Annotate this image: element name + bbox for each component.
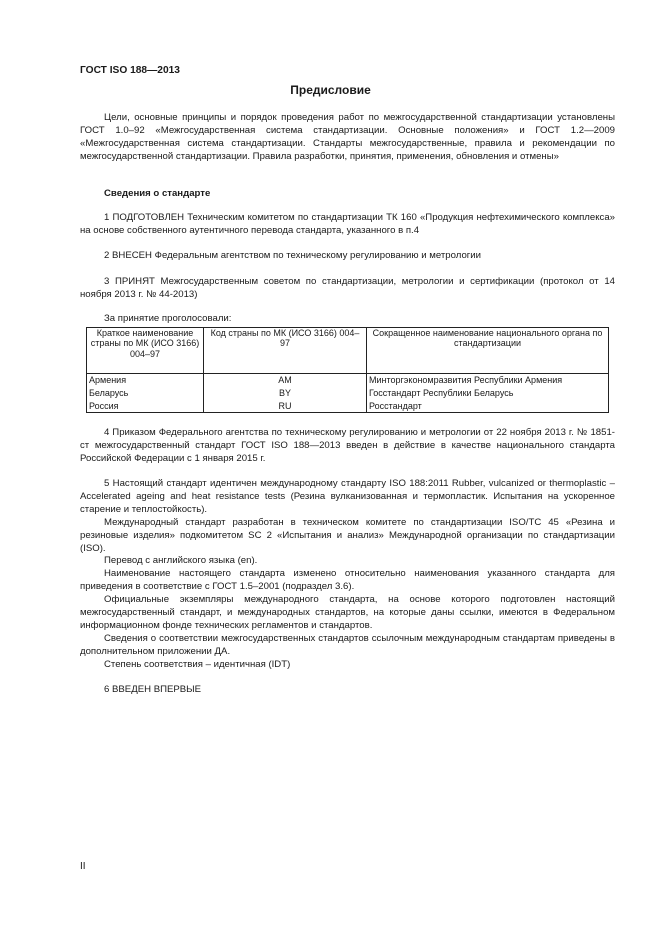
voting-table-header-row — [87, 328, 609, 374]
intro-text: Цели, основные принципы и порядок проведения работ по межгосударственной стандартизации установлены ГОСТ 1.0–92 «Межгосударственная система стандартизации. Основные положения» и ГОСТ 1.2—2009 «Межгосударственная система стандартизации. Стандарты межгосударственные, правила и рекомендации по межгосударственной стандартизации. Правила разработки, принятия, применения, обновления и отмены» — [80, 112, 615, 162]
document-code-header: ГОСТ ISO 188—2013 — [80, 65, 180, 76]
page-title: Предисловие — [290, 83, 371, 97]
cell-code: BY — [204, 387, 367, 400]
item-3 — [80, 276, 615, 302]
voting-table — [86, 327, 609, 413]
item-1 — [80, 212, 615, 238]
col-header-code: Код страны по МК (ИСО 3166) 004–97 — [204, 328, 367, 374]
item-5-paragraph: 5 Настоящий стандарт идентичен международному стандарту ISO 188:2011 Rubber, vulcanized or thermoplastic – Accelerated ageing and heat resistance tests (Резина вулканизованная и термопластик. Испытания на ускоренное старение и теплостойкость). — [80, 478, 615, 515]
cell-country: Россия — [87, 400, 204, 413]
item-5-paragraph: Перевод с английского языка (en). — [104, 555, 258, 567]
item-2-text: 2 ВНЕСЕН Федеральным агентством по техническому регулированию и метрологии — [104, 250, 482, 261]
item-6: 6 ВВЕДЕН ВПЕРВЫЕ — [104, 684, 202, 695]
item-4 — [80, 427, 615, 466]
item-5-paragraph: Международный стандарт разработан в техническом комитете по стандартизации ISO/TC 45 «Резина и резиновые изделия» подкомитетом SC 2 «Испытания и анализ» Международной организации по стандартизации (ISO). — [80, 516, 615, 554]
item-5-paragraph: Официальные экземпляры международного стандарта, на основе которого подготовлен настоящий межгосударственный стандарт, и международных стандартов, на которые даны ссылки, имеются в Федеральном информационном фонде технических регламентов и стандартов. — [80, 594, 615, 631]
item-5-paragraph: Степень соответствия – идентичная (IDT) — [104, 658, 291, 670]
page-number: II — [80, 861, 86, 872]
item-5-paragraph: Наименование настоящего стандарта изменено относительно наименования указанного стандарта для приведения в соответствие с ГОСТ 1.5–2001 (подраздел 3.6). — [80, 568, 615, 593]
item-2 — [80, 250, 615, 263]
item-3-text: 3 ПРИНЯТ Межгосударственным советом по стандартизации, метрологии и сертификации (протокол от 14 ноября 2013 г. № 44-2013) — [80, 276, 615, 300]
intro-paragraph — [80, 112, 615, 164]
item-5-paragraph: Сведения о соответствии межгосударственных стандартов ссылочным международным стандартам приведены в дополнительном приложении ДА. — [80, 632, 615, 657]
item-1-text: 1 ПОДГОТОВЛЕН Техническим комитетом по стандартизации ТК 160 «Продукция нефтехимического комплекса» на основе собственного аутентичного перевода стандарта, указанного в п.4 — [80, 212, 615, 236]
col-header-country: Краткое наименование страны по МК (ИСО 3166) 004–97 — [87, 328, 204, 374]
cell-body: Росстандарт — [367, 400, 609, 413]
cell-code: RU — [204, 400, 367, 413]
table-row — [87, 400, 609, 413]
cell-body: Госстандарт Республики Беларусь — [367, 387, 609, 400]
table-row — [87, 374, 609, 387]
cell-code: AM — [204, 374, 367, 387]
cell-body: Минторгэкономразвития Республики Армения — [367, 374, 609, 387]
vote-label: За принятие проголосовали: — [104, 313, 232, 324]
section-heading: Сведения о стандарте — [104, 188, 211, 199]
cell-country: Армения — [87, 374, 204, 387]
item-5 — [80, 478, 615, 672]
item-4-text: 4 Приказом Федерального агентства по техническому регулированию и метрологии от 22 ноября 2013 г. № 1851-ст межгосударственный стандарт ГОСТ ISO 188—2013 введен в действие в качестве национального стандарта Российской Федерации с 1 января 2015 г. — [80, 427, 615, 464]
cell-country: Беларусь — [87, 387, 204, 400]
col-header-body: Сокращенное наименование национального органа по стандартизации — [367, 328, 609, 374]
table-row — [87, 387, 609, 400]
